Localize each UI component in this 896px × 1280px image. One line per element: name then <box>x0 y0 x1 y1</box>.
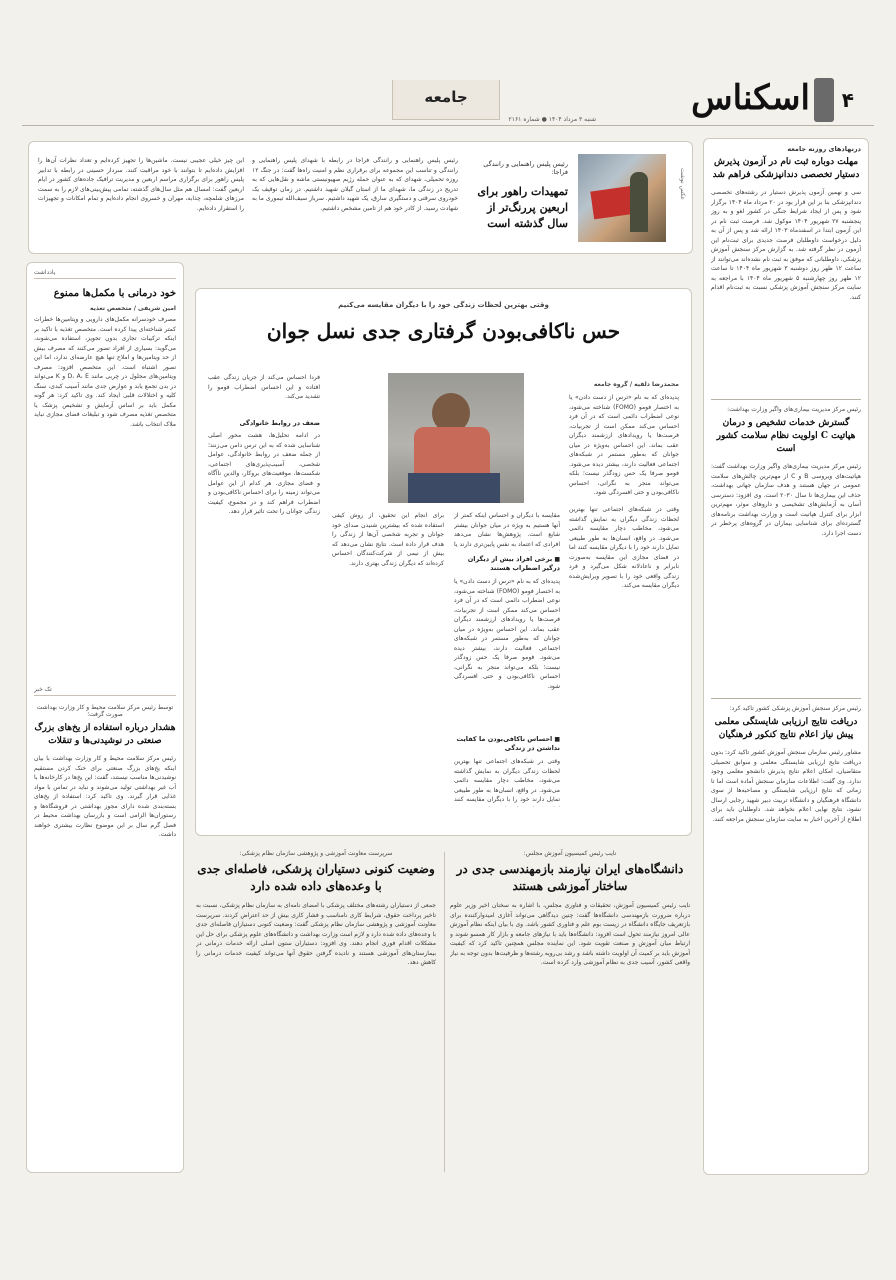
section-title: جامعه <box>424 88 468 106</box>
feature-col5: در ادامه تحلیل‌ها، هشت محور اصلی شناسایی شده که به این ترس دامن می‌زنند؛ از جمله ضعف در روابط خانوادگی، عوامل شخصی، آسیب‌پذیری‌های اجتماعی، شکست‌ها، موقعیت‌های بروکار، والدین ناآگاه و فضای مجازی. هر کدام از این عوامل می‌تواند زمینه را برای احساس ناکافی‌بودن و اضطراب فراهم کند و در مجموع، کیفیت زندگی جوانان را تحت تاثیر قرار دهد. <box>208 432 320 515</box>
feature-title: حس ناکافی‌بودن گرفتاری جدی نسل جوان <box>266 319 621 343</box>
section-tab <box>392 80 500 120</box>
paper-logo: اسکناس <box>691 78 810 118</box>
bottom-middle-story <box>196 850 436 1175</box>
date-line: شنبه ۳ مرداد ۱۴۰۴ ● شماره ۲۱۶۱ <box>508 116 596 123</box>
feature-col6: فردا احساس می‌کند از جریان زندگی عقب افتاده و این احساس اضطراب فومو را تشدید می‌کند. <box>208 374 320 400</box>
feature-sub2: ■ احساس ناکافی‌بودن ما کفایت نداشتن در زندگی <box>454 735 560 753</box>
feature-col3b: پدیده‌ای که به نام «ترس از دست دادن» یا به اختصار فومو (FOMO) شناخته می‌شود، نوعی اضطراب دائمی است که در آن فرد احساس می‌کند ممکن است از تجربیات، فرصت‌ها یا رویدادهای ارزشمند دیگران عقب بماند. این احساس به‌ویژه در میان جوانان که به‌طور مستمر در شبکه‌های اجتماعی فعالیت دارند، بیشتر دیده می‌شود. فومو صرفا یک حس زودگذر نیست؛ بلکه می‌تواند منجر به نگرانی، احساس ناکافی‌بودن و حتی افسردگی شود. <box>454 578 560 690</box>
right-s1-body: سی و نهمین آزمون پذیرش دستیار در رشته‌های تخصصی دندانپزشکی بنا بر این قرار بود در ۲۰ مرداد ماه ۱۴۰۴ برگزار شود و پس از ایجاد شرایط جنگی در کشور لغو و به روز پنجشنبه ۲۷ شهریور ۱۴۰۴ موکول شد. فرصت ثبت نام در این آزمون ابتدا در اسفندماه ۱۴۰۳ ارائه شد و پس از آن به دلیل درخواست داوطلبان فرصت جدیدی برای ثبت‌نام این آزمون در نظر گرفته شد. به گزارش مرکز سنجش آموزش پزشکی، داوطلبانی که موفق به ثبت نام نشده‌اند می‌توانند از ساعت ۱۲ ظهر روز دوشنبه ۳ شهریور ماه ۱۴۰۴ تا ساعت ۱۲ ظهر روز چهارشنبه ۵ شهریور ماه ۱۴۰۴ با مراجعه به سایت مرکز سنجش آموزش پزشکی نسبت به ثبت‌نام اقدام کنند. <box>711 189 861 301</box>
right-s3-title: دریافت نتایج ارزیابی شایستگی معلمی پیش نیاز اعلام نتایج کنکور فرهنگیان <box>714 717 858 740</box>
right-s1-label: درنهادهای روزنه جامعه <box>787 145 861 153</box>
feature-kicker: وقتی بهترین لحظات زندگی خود را با دیگران مقایسه می‌کنیم <box>338 301 549 309</box>
feature-col3: مقایسه با دیگران و احساس اینکه کمتر از آنها هستیم به ویژه در میان جوانان بیشتر شایع است. پژوهش‌ها نشان می‌دهد افرادی که اعتماد به نفس پایین‌تری دارند یا <box>454 512 560 548</box>
top-story-body-1: رئیس پلیس راهنمایی و رانندگی فراجا در رابطه با شهدای پلیس راهنمایی و رانندگی و تناسب این مجموعه برای برقراری نظم و امنیت راه‌ها گفت: در جنگ ۱۲ روزه تحمیلی، شهدای که به عنوان حمله رژیم صهیونیستی ماشه و نقل‌هایی که به تدریج در زندگی ما، شهدای ما از استان گیلان شهید داشتیم. در زمان توقیف یک خودروی سرقتی و دستگیری سارق، یک شهید داشتیم. سرباز سیف‌الله تیموری ما به شهادت رسید. از کادر خود هم از تامین مشخص داشتیم. <box>252 157 458 212</box>
right-column-box <box>703 138 869 1175</box>
feature-col4: برای انجام این تحقیق، از روش کیفی استفاده شده که بیشترین شنیدن صدای خود جوانان و تجربه شخصی آن‌ها از زندگی را هدف قرار داده است. نتایج نشان می‌دهد که بیش از نیمی از شرکت‌کنندگان احساس کرده‌اند که دیگران زندگی بهتری دارند. <box>332 512 444 567</box>
left-byline: امین شریفی / متخصص تغذیه <box>89 305 176 312</box>
top-story-title: تمهیدات راهور برای اربعین پررنگ‌تر از سال گذشته است <box>477 185 568 230</box>
right-s2-title: گسترش خدمات تشخیص و درمان هپاتیت C اولویت نظام سلامت کشور است <box>716 418 856 454</box>
left-news-kicker: توسط رئیس مرکز سلامت محیط و کار وزارت بهداشت صورت گرفت؛ <box>36 704 174 718</box>
left-news-body: رئیس مرکز سلامت محیط و کار وزارت بهداشت با بیان اینکه یخ‌های بزرگ صنعتی برای خنک کردن مستقیم نوشیدنی‌ها مناسب نیستند، گفت: این یخ‌ها در کارخانه‌ها با آب غیر بهداشتی تولید می‌شوند و نباید در تماس با مواد غذایی قرار گیرند. وی تاکید کرد: استفاده از یخ‌های بسته‌بندی شده دارای مجوز بهداشتی در فروشگاه‌ها و رستوران‌ها الزامی است و بازرسان بهداشت محیط در فصل گرم سال بر این موضوع نظارت بیشتری خواهند داشت. <box>34 755 176 838</box>
bottom-right-story <box>450 850 690 1175</box>
feature-sub3: ضعف در روابط خانوادگی <box>239 419 320 427</box>
photo-side-label: عکس نوشت <box>679 168 686 201</box>
top-story-body-2: این چیز خیلی عجیبی نیست. ماشین‌ها را تجهیز کرده‌ایم و تعداد نظرات آن‌ها را افزایش داده‌ایم تا بتوانند با خود مراقبت کنند. سردار حسینی در رابطه با تدابیر پلیس راهور برای برگزاری مراسم اربعین و مدیریت ترافیک جاده‌های کشور در ایام اربعین گفت: امسال هم مثل سال‌های گذشته، تمامی پیش‌بینی‌های لازم را به سمت مرزهای شلمچه، چذابه، مهران و خسروی انجام داده‌ایم و تمام امکانات و تجهیزات را استقرار داده‌ایم. <box>38 157 244 212</box>
bottom-middle-title: وضعیت کنونی دستیاران پزشکی، فاصله‌ای جدی با وعده‌های داده شده دارد <box>197 862 435 893</box>
bottom-right-title: دانشگاه‌های ایران نیازمند بازمهندسی جدی در ساختار آموزشی هستند <box>456 862 684 893</box>
top-story-box <box>28 141 693 254</box>
bottom-column-divider <box>444 852 445 1172</box>
feature-box <box>195 288 692 836</box>
right-s3-kicker: رئیس مرکز سنجش آموزش پزشکی کشور تاکید کرد: <box>729 705 861 712</box>
left-label: یادداشت <box>34 269 176 279</box>
right-divider-2 <box>711 698 861 699</box>
left-body: مصرف خودسرانه مکمل‌های دارویی و ویتامین‌ها خطرات کمتر شناخته‌ای پیدا کرده است. متخصص تغذیه با تاکید بر اینکه ترکیبات تجاری بدون تجویز، استفاده می‌شوند، می‌گوید: بسیاری از افراد تصور می‌کنند که مصرف بیش از حد ویتامین‌ها و املاح تنها هیچ عارضه‌ای ندارد، اما این تصور اشتباه است. این متخصص افزود: مصرف ویتامین‌های محلول در چربی مانند D، A، E و K می‌تواند در بدن تجمع یابد و عوارض جدی مانند آسیب کبدی، سنگ کلیه و اختلالات قلبی ایجاد کند. وی تاکید کرد: هر گونه مکمل باید بر اساس آزمایش و تشخیص پزشک یا متخصص تغذیه مصرف شود و تبلیغات فضای مجازی نباید ملاک انتخاب باشد. <box>34 316 176 428</box>
masthead-rule <box>22 125 874 126</box>
top-story-photo <box>578 154 666 242</box>
right-divider-1 <box>711 399 861 400</box>
masthead-vertical-strip <box>814 78 834 122</box>
feature-col2: وقتی در شبکه‌های اجتماعی تنها بهترین لحظات زندگی دیگران به نمایش گذاشته می‌شود، مخاطب دچار مقایسه دائمی می‌شود. در واقع، انسان‌ها به طور طبیعی تمایل دارند خود را با دیگران مقایسه کنند اما در فضای مجازی این مقایسه به‌صورت نابرابر و ناعادلانه شکل می‌گیرد و فرد زندگی واقعی خود را با تصویر ویرایش‌شده دیگران مقایسه می‌کند. <box>569 506 679 589</box>
right-s2-body: رئیس مرکز مدیریت بیماری‌های واگیر وزارت بهداشت گفت: هپاتیت‌های ویروسی B و C از مهم‌ترین چالش‌های سلامت عمومی در جهان هستند و هدف سازمان جهانی بهداشت، حذف این بیماری‌ها تا سال ۲۰۳۰ است. وی افزود: دسترسی آسان به آزمایش‌های تشخیصی و داروهای موثر، مهم‌ترین ابزار برای کنترل هپاتیت است و وزارت بهداشت برنامه‌های گسترده‌ای برای شناسایی بیماران در گروه‌های پرخطر در دست اجرا دارد. <box>711 463 861 537</box>
feature-sub1: ■ برخی افراد بیش از دیگران درگیر اضطراب هستند <box>454 555 560 573</box>
masthead <box>0 0 896 135</box>
right-s1-title: مهلت دوباره ثبت نام در آزمون پذیرش دستیار تخصصی دندانپزشکی فراهم شد <box>712 157 860 180</box>
left-news-label: تک خبر <box>34 680 176 696</box>
bottom-right-kicker: نایب رئیس کمیسیون آموزش مجلس: <box>523 850 617 857</box>
left-column-box <box>26 262 184 1173</box>
right-s3-body: مشاور رئیس سازمان سنجش آموزش کشور تاکید کرد: بدون دریافت نتایج ارزیابی شایستگی معلمی و سوابق تحصیلی متقاضیان، امکان اعلام نتایج پذیرش دانشجو معلمی وجود ندارد. وی گفت: اطلاعات سازمان سنجش آماده است اما تا زمانی که نتایج ارزیابی شایستگی و مصاحبه‌ها از سوی دانشگاه فرهنگیان و دانشگاه تربیت دبیر شهید رجایی ارسال نشود، نتایج نهایی اعلام نخواهد شد. داوطلبان باید برای اطلاع از آخرین اخبار به سایت سازمان سنجش مراجعه کنند. <box>711 749 861 823</box>
page-number: ۴ <box>841 88 854 112</box>
feature-col3c: وقتی در شبکه‌های اجتماعی تنها بهترین لحظات زندگی دیگران به نمایش گذاشته می‌شود، مخاطب دچار مقایسه دائمی می‌شود. در واقع، انسان‌ها به طور طبیعی تمایل دارند خود را با دیگران مقایسه کنند <box>454 758 560 803</box>
left-news-title: هشدار درباره استفاده از یخ‌های بزرگ صنعتی در نوشیدنی‌ها و تنقلات <box>34 723 176 746</box>
feature-photo <box>388 373 524 503</box>
bottom-middle-kicker: سرپرست معاونت آموزشی و پژوهشی سازمان نظام پزشکی: <box>239 850 393 857</box>
bottom-right-body: نایب رئیس کمیسیون آموزش، تحقیقات و فناوری مجلس، با اشاره به سخنان اخیر وزیر علوم درباره ضرورت بازمهندسی دانشگاه‌ها گفت: چنین دیدگاهی می‌تواند آغازی امیدوارکننده برای بازتعریف جایگاه دانشگاه در زیست بوم علم و فناوری کشور باشد. وی با بیان اینکه نظام آموزش عالی امروز نیازمند تحول است افزود: دانشگاه‌ها باید با نیازهای جامعه و بازار کار همسو شوند و ارتباط میان آموزش و صنعت تقویت شود. این نماینده مجلس همچنین تاکید کرد که کیفیت آموزش باید بر کمیت آن اولویت داشته باشد و رشد بی‌رویه رشته‌ها و ظرفیت‌ها بدون توجه به نیاز واقعی کشور، آسیب جدی به نظام آموزشی وارد کرده است. <box>450 902 690 966</box>
top-story-kicker: رئیس پلیس راهنمایی و رانندگی فراجا: <box>483 160 568 176</box>
left-title: خود درمانی با مکمل‌ها ممنوع <box>53 288 176 299</box>
right-s2-kicker: رئیس مرکز مدیریت بیماری‌های واگیر وزارت بهداشت: <box>727 406 861 413</box>
bottom-middle-body: جمعی از دستیاران رشته‌های مختلف پزشکی با امضای نامه‌ای به سازمان نظام پزشکی، نسبت به تاخیر پرداخت حقوق، شرایط کاری نامناسب و فشار کاری بیش از حد اعتراض کردند. سرپرست معاونت آموزشی و پژوهشی سازمان نظام پزشکی گفت: وضعیت کنونی دستیاران فاصله‌ای جدی با وعده‌های داده شده دارد و لازم است وزارت بهداشت و دانشگاه‌های علوم پزشکی برای حل این مشکلات اقدام فوری انجام دهند. وی افزود: دستیاران ستون اصلی ارائه خدمات درمانی در بیمارستان‌های آموزشی هستند و نادیده گرفتن حقوق آنها می‌تواند کیفیت خدمات درمانی را کاهش دهد. <box>196 902 436 966</box>
feature-byline: محمدرضا دلفیه / گروه جامعه <box>593 381 679 388</box>
feature-intro: پدیده‌ای که به نام «ترس از دست دادن» یا به اختصار فومو (FOMO) شناخته می‌شود، نوعی اضطراب دائمی است که در آن فرد احساس می‌کند ممکن است از تجربیات، فرصت‌ها یا رویدادهای ارزشمند دیگران عقب بماند. این احساس به‌ویژه در میان جوانان که به‌طور مستمر در شبکه‌های اجتماعی فعالیت دارند، بیشتر دیده می‌شود. فومو صرفا یک حس زودگذر نیست؛ بلکه می‌تواند منجر به نگرانی، احساس ناکافی‌بودن و حتی افسردگی شود. <box>569 394 679 496</box>
